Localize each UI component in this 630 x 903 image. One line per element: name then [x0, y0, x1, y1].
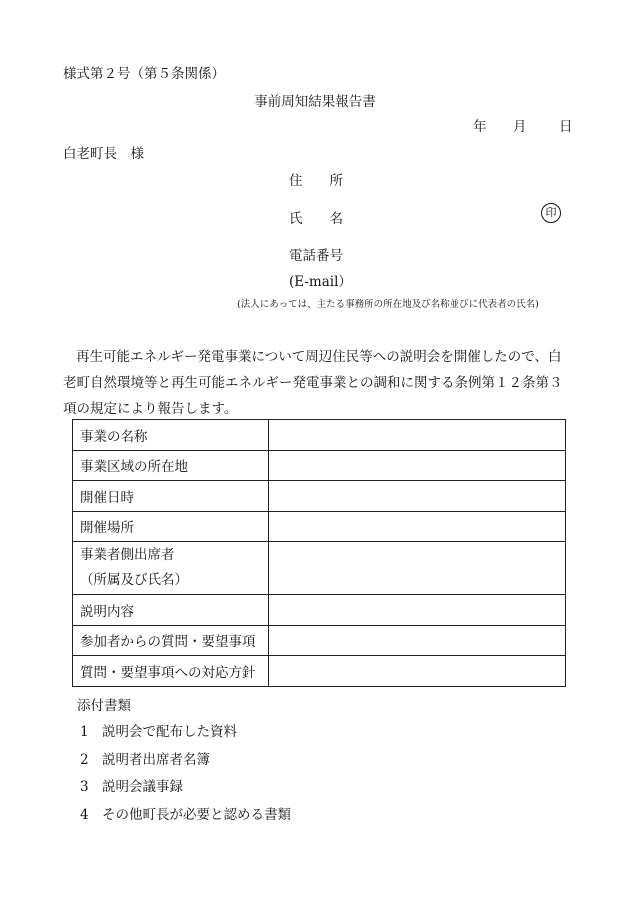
- row-value: [269, 542, 566, 595]
- table-row: [73, 481, 566, 512]
- row-value: [269, 656, 566, 687]
- table-row: [73, 450, 566, 481]
- table-row: [73, 595, 566, 626]
- row-label: 参加者からの質問・要望事項: [73, 625, 269, 656]
- email-label: (E-mail）: [289, 274, 352, 290]
- row-label: [73, 542, 269, 595]
- item-text: 説明会で配布した資料: [102, 724, 237, 740]
- date-year: 年: [473, 119, 487, 135]
- form-number: 様式第２号（第５条関係）: [63, 66, 225, 82]
- addressee: 白老町長 様: [63, 146, 144, 162]
- list-item: [80, 720, 291, 748]
- item-number: 2: [80, 751, 89, 768]
- seal-mark: 印: [541, 203, 561, 223]
- attachments-title: 添付書類: [77, 698, 131, 714]
- table-row: [73, 625, 566, 656]
- row-label: 開催日時: [73, 481, 269, 512]
- table-row: [73, 511, 566, 542]
- row-label: 質問・要望事項への対応方針: [73, 656, 269, 687]
- address-label: 住 所: [289, 173, 343, 189]
- row-label: 事業の名称: [73, 420, 269, 451]
- item-number: 3: [80, 779, 89, 795]
- date-month: 月: [513, 119, 527, 135]
- row-value: [269, 595, 566, 626]
- list-item: [80, 775, 291, 803]
- item-text: その他町長が必要と認める書類: [102, 806, 291, 823]
- table-row: [73, 656, 566, 687]
- row-label-line2: （所属及び氏名）: [80, 572, 188, 588]
- row-label: 事業区域の所在地: [73, 450, 269, 481]
- document-title: 事前周知結果報告書: [254, 94, 376, 110]
- name-label: 氏 名: [289, 211, 343, 227]
- corporation-note: (法人にあっては、主たる事務所の所在地及び名称並びに代表者の氏名): [237, 299, 539, 310]
- phone-label: 電話番号: [289, 248, 343, 264]
- list-item: [80, 803, 291, 831]
- report-body-text: 再生可能エネルギー発電事業について周辺住民等への説明会を開催したので、白老町自然環境等と再生可能エネルギー発電事業との調和に関する条例第１２条第３項の規定により報告します。: [63, 349, 563, 417]
- item-text: 説明会議事録: [102, 779, 183, 795]
- row-label-line1: 事業者側出席者: [80, 547, 175, 563]
- date-day: 日: [559, 119, 573, 135]
- table-row: [73, 542, 566, 595]
- list-item: [80, 748, 291, 776]
- report-table: [72, 419, 566, 687]
- row-value: [269, 420, 566, 451]
- item-number: 1: [80, 724, 89, 740]
- table-row: [73, 420, 566, 451]
- date-line: [473, 115, 573, 135]
- row-value: [269, 625, 566, 656]
- attachments-list: [80, 720, 291, 830]
- item-text: 説明者出席者名簿: [102, 751, 210, 768]
- row-value: [269, 511, 566, 542]
- row-value: [269, 450, 566, 481]
- item-number: 4: [80, 806, 89, 823]
- row-label: 開催場所: [73, 511, 269, 542]
- row-value: [269, 481, 566, 512]
- row-label: 説明内容: [73, 595, 269, 626]
